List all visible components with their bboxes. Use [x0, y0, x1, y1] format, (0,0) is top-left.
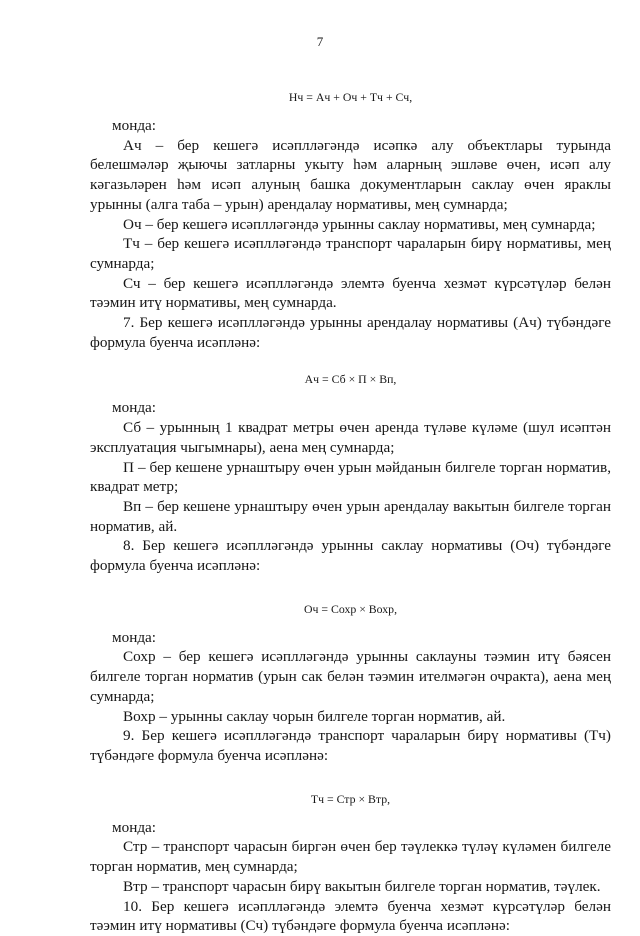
formula-nch: Нч = Ач + Оч + Тч + Сч, [288, 90, 413, 104]
paragraph-item-10: 10. Бер кешегә исәплләгәндә элемтә буенча хезмәт күрсәтүләр белән тәэмин итү нормативы (Сч) түбәндәге формула буенча исәпләнә: [90, 897, 611, 935]
definition-vtr: Втр – транспорт чарасын бирү вакытын билгеле торган норматив, тәүлек. [123, 877, 601, 895]
paragraph-item-8: 8. Бер кешегә исәплләгәндә урынны саклау нормативы (Оч) түбәндәге формула буенча исәпләнә: [90, 537, 611, 575]
definition-vp: Вп – бер кешене урнаштыру өчен урын арендалау вакытын билгеле торган норматив, ай. [90, 497, 611, 535]
definition-tch: Тч – бер кешегә исәплләгәндә транспорт чараларын бирү нормативы, мең сумнарда; [90, 235, 611, 272]
formula-och: Оч = Сохр × Вохр, [303, 601, 398, 616]
page-number: 7 [316, 34, 324, 49]
paragraph-item-9: 9. Бер кешегә исәплләгәндә транспорт чараларын бирү нормативы (Тч) түбәндәге формула буенча исәпләнә: [90, 727, 611, 764]
definition-sb: Сб – урынның 1 квадрат метры өчен аренда түләве күләме (шул исәптән эксплуатация чыгымнары), аена мең сумнарда; [90, 419, 611, 456]
definition-och: Оч – бер кешегә исәплләгәндә урынны саклау нормативы, мең сумнарда; [123, 215, 596, 233]
monda-label-4: монда: [112, 818, 157, 836]
paragraph-item-7: 7. Бер кешегә исәплләгәндә урынны арендалау нормативы (Ач) түбәндәге формула буенча исәпләнә: [90, 314, 611, 351]
formula-ach: Ач = Сб × П × Вп, [304, 372, 397, 387]
formula-tch: Тч = Стр × Втр, [310, 791, 391, 806]
definition-ach: Ач – бер кешегә исәплләгәндә исәпкә алу объектлары турында белешмәләр җыючы затларны укыту һәм аларның эшләве өчен, исәп алу кәгазьләрен һәм исәп алуның башка документларын саклау өчен яраклы урынны (алга таба – урын) арендалау нормативы, мең сумнарда; [90, 136, 611, 213]
definition-sohr: Сохр – бер кешегә исәплләгәндә урынны саклауны тәэмин итү бәясен билгеле торган норматив (урын сак белән тәэмин ителмәгән очракта), аена мең сумнарда; [90, 648, 611, 705]
document-body [90, 88, 611, 936]
definition-sch: Сч – бер кешегә исәплләгәндә элемтә буенча хезмәт күрсәтүләр белән тәэмин итү нормативы, мең сумнарда. [90, 274, 611, 312]
definition-p: П – бер кешене урнаштыру өчен урын мәйданын билгеле торган норматив, квадрат метр; [90, 458, 611, 496]
definition-vohr: Вохр – урынны саклау чорын билгеле торган норматив, ай. [123, 707, 506, 725]
definition-str: Стр – транспорт чарасын биргән өчен бер тәүлеккә түләү күләмен билгеле торган норматив, мең сумнарда; [90, 838, 611, 876]
monda-label-2: монда: [112, 399, 157, 417]
monda-label-3: монда: [112, 628, 157, 646]
monda-label-1: монда: [112, 117, 157, 134]
